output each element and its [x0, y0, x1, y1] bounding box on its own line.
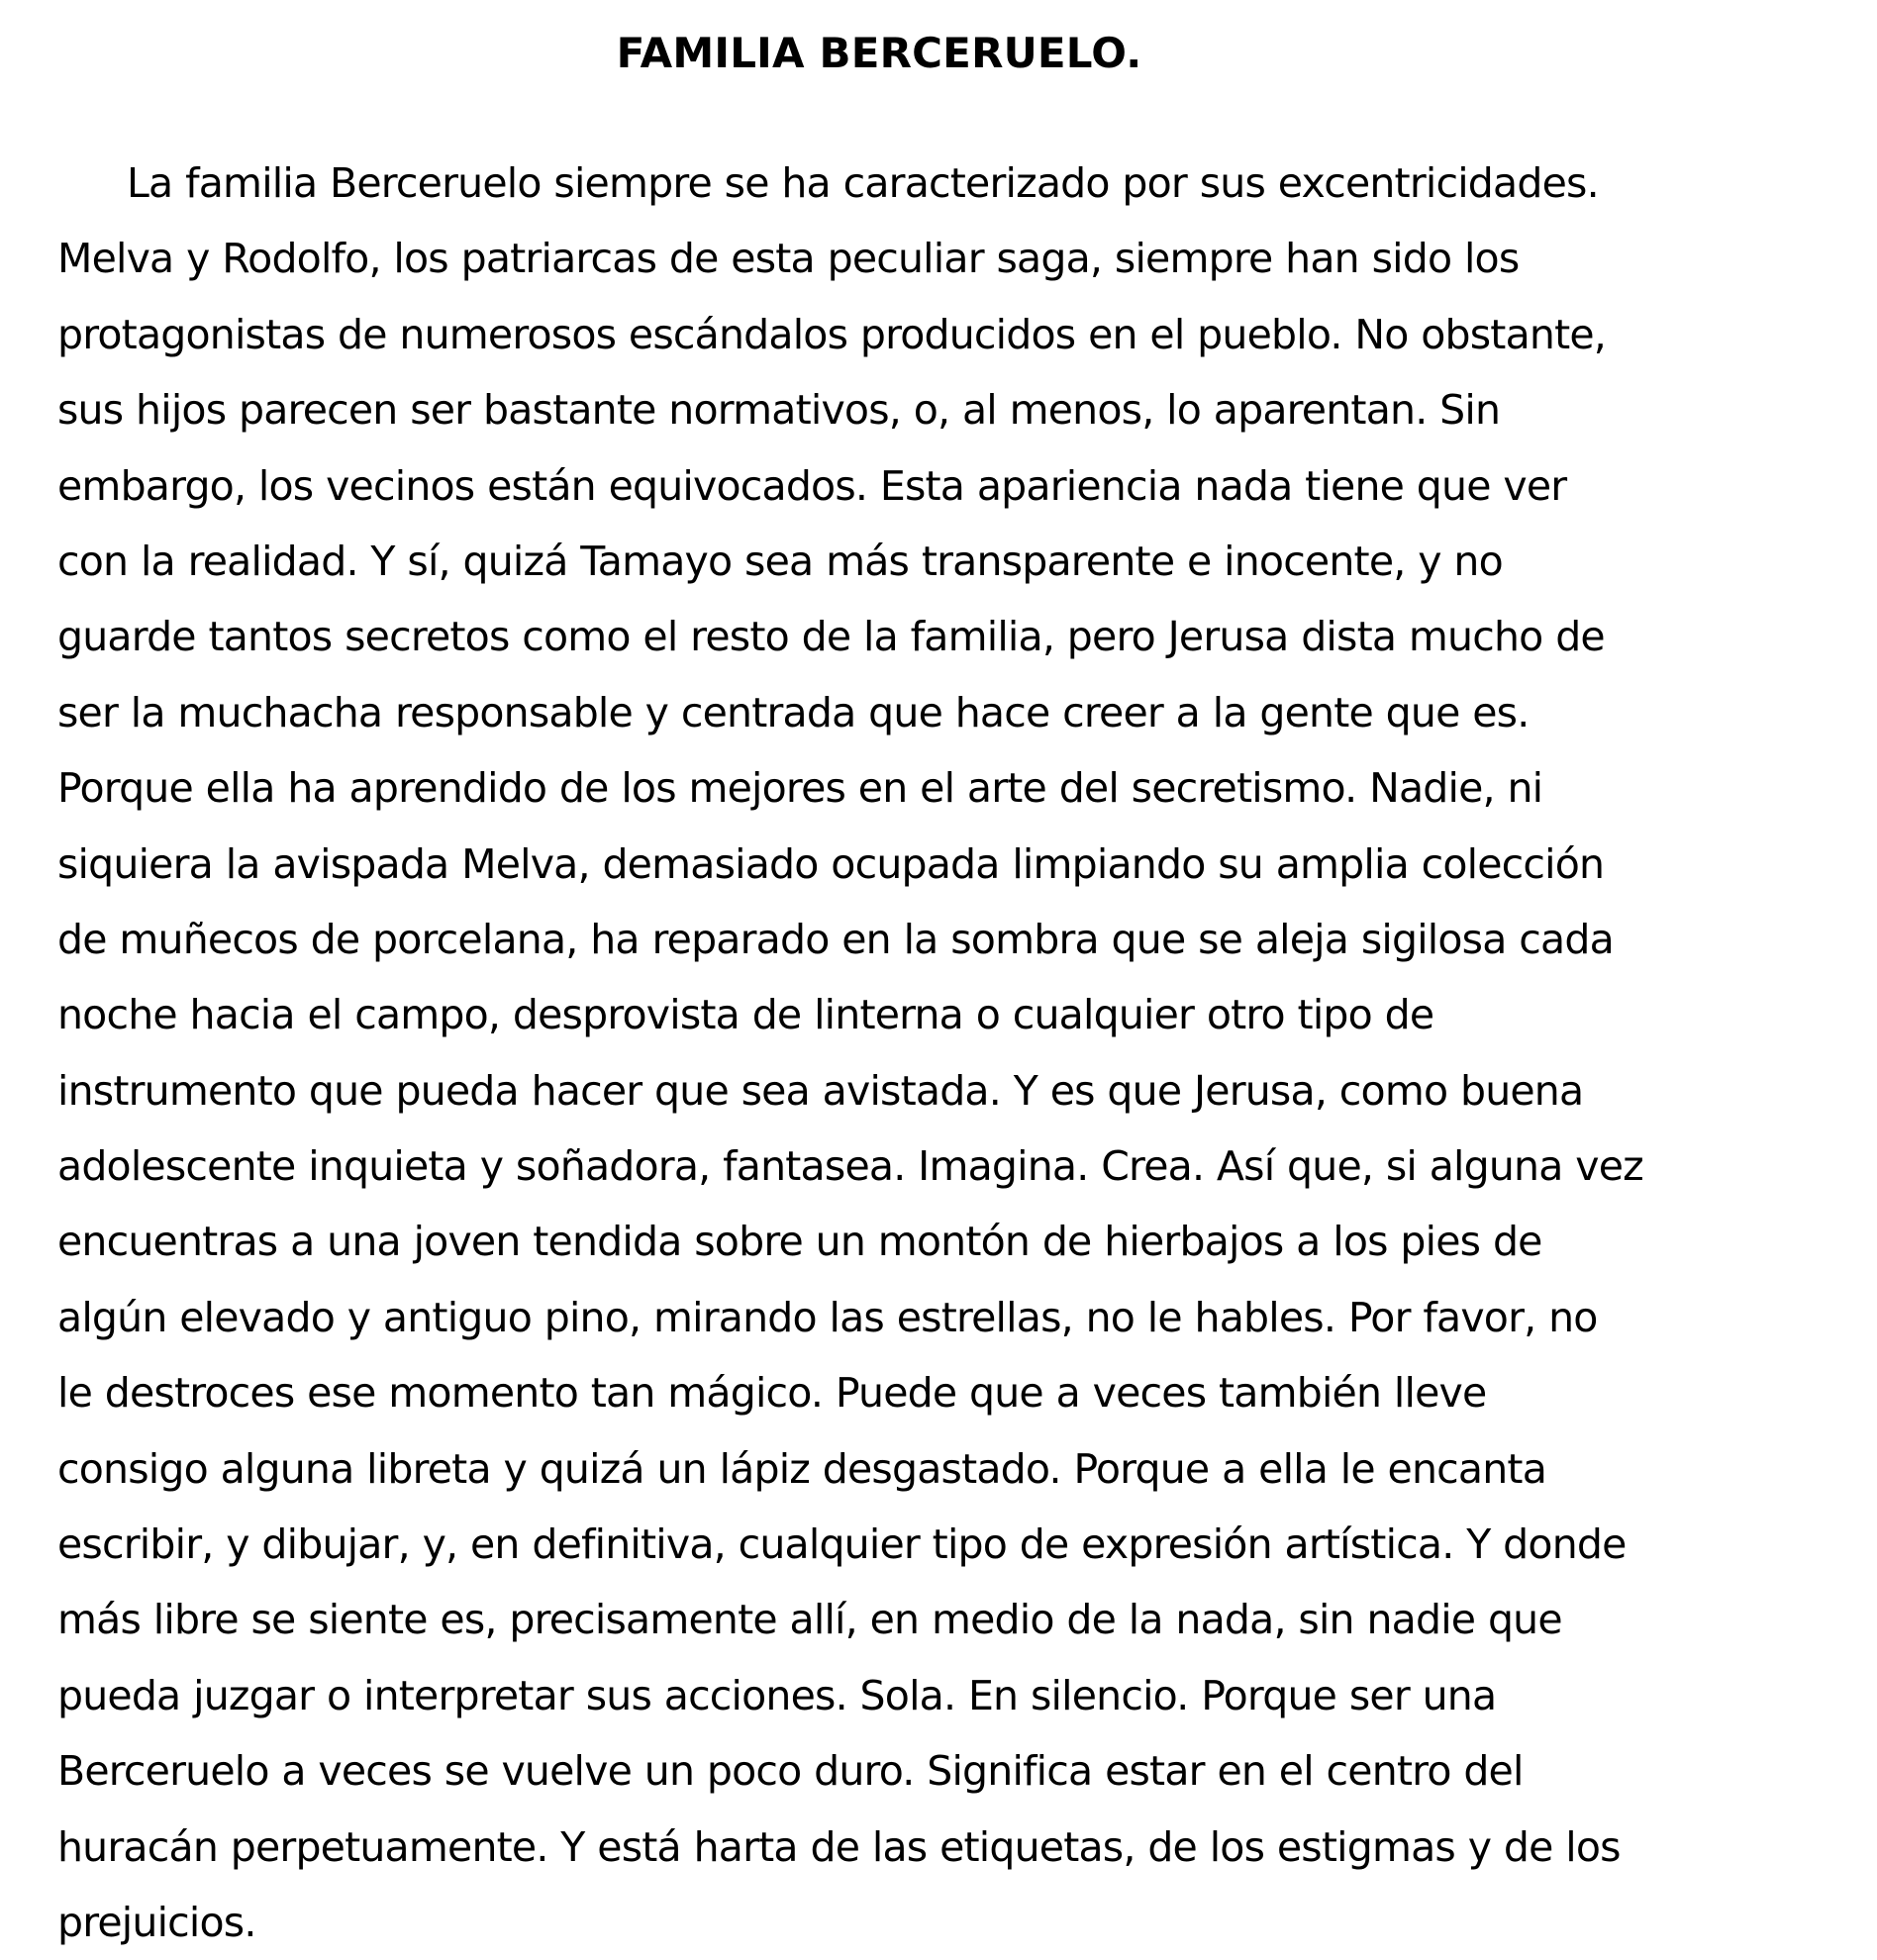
paragraph-line: Berceruelo a veces se vuelve un poco duro. Significa estar en el centro del — [57, 1747, 1524, 1796]
paragraph-line: más libre se siente es, precisamente allí, en medio de la nada, sin nadie que — [57, 1596, 1562, 1644]
paragraph-line: adolescente inquieta y soñadora, fantasea. Imagina. Crea. Así que, si alguna vez — [57, 1142, 1643, 1191]
paragraph-line: protagonistas de numerosos escándalos producidos en el pueblo. No obstante, — [57, 310, 1607, 358]
paragraph-line: La familia Berceruelo siempre se ha caracterizado por sus excentricidades. — [127, 159, 1599, 207]
body-paragraph — [57, 146, 1839, 1960]
paragraph-line: Melva y Rodolfo, los patriarcas de esta peculiar saga, siempre han sido los — [57, 235, 1520, 283]
paragraph-line: con la realidad. Y sí, quizá Tamayo sea más transparente e inocente, y no — [57, 537, 1503, 585]
paragraph-line: noche hacia el campo, desprovista de linterna o cualquier otro tipo de — [57, 991, 1434, 1039]
paragraph-line: pueda juzgar o interpretar sus acciones. Sola. En silencio. Porque ser una — [57, 1671, 1497, 1719]
paragraph-line: le destroces ese momento tan mágico. Puede que a veces también lleve — [57, 1369, 1487, 1418]
paragraph-line: de muñecos de porcelana, ha reparado en la sombra que se aleja sigilosa cada — [57, 915, 1614, 963]
paragraph-line: sus hijos parecen ser bastante normativos, o, al menos, lo aparentan. Sin — [57, 386, 1501, 435]
paragraph-line: encuentras a una joven tendida sobre un montón de hierbajos a los pies de — [57, 1218, 1542, 1266]
document-title: FAMILIA BERCERUELO. — [616, 29, 1142, 77]
paragraph-line: instrumento que pueda hacer que sea avistada. Y es que Jerusa, como buena — [57, 1066, 1584, 1115]
paragraph-line: consigo alguna libreta y quizá un lápiz desgastado. Porque a ella le encanta — [57, 1444, 1547, 1493]
paragraph-line: ser la muchacha responsable y centrada que hace creer a la gente que es. — [57, 688, 1530, 736]
paragraph-line: prejuicios. — [57, 1898, 256, 1946]
paragraph-line: escribir, y dibujar, y, en definitiva, cualquier tipo de expresión artística. Y donde — [57, 1520, 1627, 1569]
paragraph-line: Porque ella ha aprendido de los mejores en el arte del secretismo. Nadie, ni — [57, 764, 1543, 813]
paragraph-line: siquiera la avispada Melva, demasiado ocupada limpiando su amplia colección — [57, 839, 1605, 888]
paragraph-line: embargo, los vecinos están equivocados. Esta apariencia nada tiene que ver — [57, 461, 1567, 510]
paragraph-line: algún elevado y antiguo pino, mirando las estrellas, no le hables. Por favor, no — [57, 1293, 1598, 1341]
paragraph-line: guarde tantos secretos como el resto de la familia, pero Jerusa dista mucho de — [57, 613, 1605, 661]
paragraph-line: huracán perpetuamente. Y está harta de las etiquetas, de los estigmas y de los — [57, 1822, 1621, 1871]
